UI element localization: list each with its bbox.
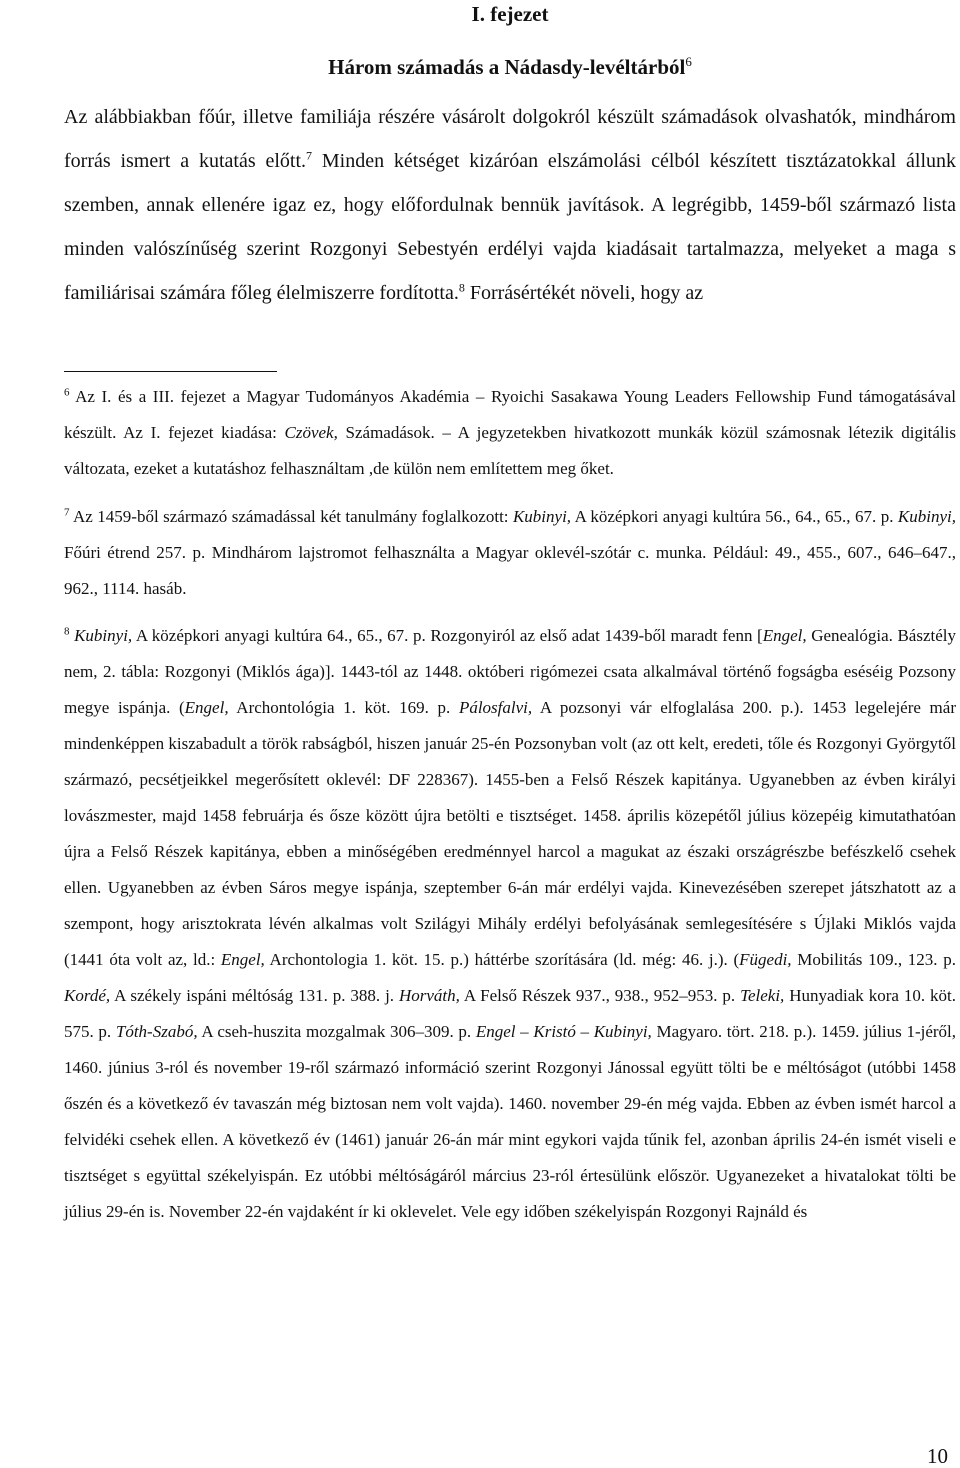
page-number: 10: [927, 1444, 948, 1468]
footnote-italic: Engel,: [184, 698, 229, 717]
footnote-italic: Kubinyi,: [512, 507, 572, 526]
footnote-number: 7: [64, 506, 70, 519]
footnote-ref-6[interactable]: 6: [685, 54, 692, 69]
section-title-text: Három számadás a Nádasdy-levéltárból: [328, 55, 686, 79]
footnote-italic: Kubinyi,: [74, 626, 133, 645]
footnote-text: A cseh-huszita mozgalmak 306–309. p.: [197, 1022, 476, 1041]
footnote-number: 8: [64, 625, 70, 638]
chapter-heading: I. fejezet: [471, 2, 549, 26]
footnote-number: 6: [64, 386, 70, 399]
footnote-text: A középkori anyagi kultúra 56., 64., 65., 67. p.: [571, 507, 898, 526]
footnote-italic: Engel – Kristó – Kubinyi,: [475, 1022, 652, 1041]
footnote-text: A Felső Részek 937., 938., 952–953. p.: [459, 986, 741, 1005]
footnote-text: Hunyadiak kora 10. köt. 575. p.: [64, 986, 956, 1041]
footnotes: [64, 379, 956, 1230]
body-text-3: Forrásértékét növeli, hogy az: [464, 282, 704, 304]
footnote-italic: Fügedi,: [739, 950, 792, 969]
footnote-text: Az 1459-ből származó számadással két tanulmány foglalkozott:: [69, 507, 513, 526]
footnote-6: [64, 379, 956, 487]
footnote-text: Főúri étrend 257. p. Mindhárom lajstromot felhasználta a Magyar oklevél-szótár c. munka. Például: 49., 455., 607., 646–647., 962., 1114. hasáb.: [64, 543, 956, 598]
footnote-italic: Pálosfalvi,: [458, 698, 533, 717]
footnote-text: Magyaro. tört. 218. p.). 1459. július 1-jéről, 1460. június 3-ról és november 19-ről származó információ szerint Rozgonyi Jánossal együtt tölti be e méltóságot (utóbbi 1458 őszén és a következő év tavaszán még biztosan nem volt vajda). 1460. november 29-én még vajda. Ebben az évben ismét harcol a felvidéki csehek ellen. A következő év (1461) január 26-án már mint egykori vajda tűnik fel, azonban április 24-én ismét viseli e tisztséget s együttal székelyispán. Ez utóbbi méltóságáról március 23-ról értesülünk először. Ugyanezeket a hivatalokat tölti be július 29-én is. November 22-én vajdaként ír ki oklevelet. Vele egy időben székelyispán Rozgonyi Rajnáld és: [64, 1022, 957, 1221]
footnote-italic: Horváth,: [398, 986, 460, 1005]
footnote-ref-7[interactable]: 7: [306, 148, 313, 163]
footnote-8: [64, 618, 956, 1230]
footnote-text: A középkori anyagi kultúra 64., 65., 67. p. Rozgonyiról az első adat 1439-ből maradt fenn [: [132, 626, 763, 645]
footnote-italic: Kordé,: [64, 986, 111, 1005]
footnote-italic: Tóth-Szabó,: [115, 1022, 198, 1041]
footnote-separator: [64, 371, 277, 372]
footnote-text: Genealógia. Básztély nem, 2. tábla: Rozgonyi (Miklós ága)]. 1443-tól az 1448. októberi rigómezei csata alkalmával történő fogságba eséséig Pozsony megye ispánja. (: [64, 626, 956, 717]
section-title: [64, 50, 956, 79]
body-text-1: Az alábbiakban főúr, illetve familiája részére vásárolt dolgokról készült számadások olvashatók, mindhárom forrás ismert a kutatás előtt.: [64, 106, 956, 172]
footnote-italic: Engel,: [220, 950, 265, 969]
footnote-7: [64, 499, 956, 607]
footnote-text: A pozsonyi vár elfoglalása 200. p.). 1453 legelejére már mindenképpen kiszabadult a török rabságból, hiszen január 25-én Pozsonyban volt (az ott kelt, eredeti, tőle és Rozgonyi Györgytől származó, pecsétjeikkel megerősített oklevél: DF 228367). 1455-ben a Felső Részek kapitánya. Ugyanebben az évben királyi lovászmester, majd 1458 februárja és ősze között újra betölti e tisztséget. 1458. április közepétől július közepéig kimutathatóan újra a Felső Részek kapitánya, ebben a minőségében eredménnyel harcol a magukat az északi országrészbe befészkelő csehek ellen. Ugyanebben az évben Sáros megye ispánja, szeptember 6-án már erdélyi vajda. Kinevezésében szerepet játszhatott az a szempont, hogy arisztokrata lévén alkalmas volt Szilágyi Mihály erdélyi befolyásának semlegesítésére s Újlaki Miklós vajda (1441 óta volt az, ld.:: [64, 698, 956, 969]
footnote-italic: Czövek,: [284, 423, 338, 442]
footnote-text: Archontologia 1. köt. 15. p.) háttérbe szorítására (ld. még: 46. j.). (: [264, 950, 740, 969]
footnote-text: A székely ispáni méltóság 131. p. 388. j.: [110, 986, 399, 1005]
footnote-text: Mobilitás 109., 123. p.: [791, 950, 956, 969]
footnote-text: Az I. és a III. fejezet a Magyar Tudományos Akadémia – Ryoichi Sasakawa Young Leaders Fellowship Fund támogatásával készült. Az I. fejezet kiadása:: [64, 387, 956, 442]
footnote-italic: Teleki,: [740, 986, 785, 1005]
body-paragraph: [64, 95, 956, 315]
footnote-ref-8[interactable]: 8: [458, 280, 465, 295]
body-text-2: Minden kétséget kizáróan elszámolási célból készített tisztázatokkal állunk szemben, annak ellenére igaz ez, hogy előfordulnak bennük javítások. A legrégibb, 1459-ből származó lista minden valószínűség szerint Rozgonyi Sebestyén erdélyi vajda kiadásait tartalmazza, melyeket a maga s familiárisai számára főleg élelmiszerre fordította.: [64, 150, 956, 304]
footnote-text: Archontológia 1. köt. 169. p.: [228, 698, 459, 717]
footnote-italic: Engel,: [762, 626, 807, 645]
footnote-italic: Kubinyi,: [897, 507, 956, 526]
footnote-text: Számadások. – A jegyzetekben hivatkozott munkák közül számosnak létezik digitális változata, ezeket a kutatáshoz felhasználtam ,de külön nem említettem meg őket.: [64, 423, 956, 478]
